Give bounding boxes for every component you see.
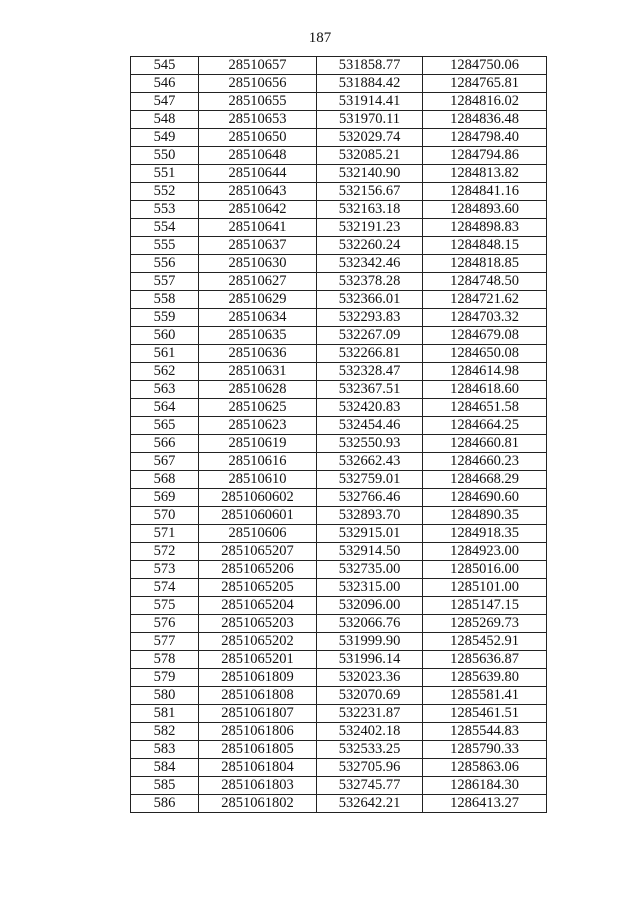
y-coordinate-cell: 1284750.06 (423, 57, 547, 75)
row-number-cell: 557 (131, 273, 199, 291)
row-number-cell: 585 (131, 777, 199, 795)
x-coordinate-cell: 532085.21 (317, 147, 423, 165)
row-number-cell: 568 (131, 471, 199, 489)
point-id-cell: 2851061807 (199, 705, 317, 723)
row-number-cell: 564 (131, 399, 199, 417)
point-id-cell: 2851065201 (199, 651, 317, 669)
x-coordinate-cell: 531999.90 (317, 633, 423, 651)
x-coordinate-cell: 532066.76 (317, 615, 423, 633)
table-row (131, 291, 547, 309)
table-row (131, 633, 547, 651)
x-coordinate-cell: 532642.21 (317, 795, 423, 813)
x-coordinate-cell: 531970.11 (317, 111, 423, 129)
row-number-cell: 546 (131, 75, 199, 93)
row-number-cell: 563 (131, 381, 199, 399)
row-number-cell: 582 (131, 723, 199, 741)
row-number-cell: 559 (131, 309, 199, 327)
point-id-cell: 2851065202 (199, 633, 317, 651)
point-id-cell: 28510648 (199, 147, 317, 165)
table-row (131, 507, 547, 525)
point-id-cell: 2851061805 (199, 741, 317, 759)
point-id-cell: 28510610 (199, 471, 317, 489)
table-row (131, 327, 547, 345)
y-coordinate-cell: 1285639.80 (423, 669, 547, 687)
point-id-cell: 28510630 (199, 255, 317, 273)
y-coordinate-cell: 1284893.60 (423, 201, 547, 219)
table-row (131, 345, 547, 363)
y-coordinate-cell: 1284794.86 (423, 147, 547, 165)
x-coordinate-cell: 532315.00 (317, 579, 423, 597)
row-number-cell: 569 (131, 489, 199, 507)
row-number-cell: 576 (131, 615, 199, 633)
x-coordinate-cell: 532766.46 (317, 489, 423, 507)
row-number-cell: 571 (131, 525, 199, 543)
row-number-cell: 558 (131, 291, 199, 309)
point-id-cell: 2851061808 (199, 687, 317, 705)
table-row (131, 651, 547, 669)
table-row (131, 687, 547, 705)
row-number-cell: 553 (131, 201, 199, 219)
row-number-cell: 560 (131, 327, 199, 345)
x-coordinate-cell: 532420.83 (317, 399, 423, 417)
y-coordinate-cell: 1284918.35 (423, 525, 547, 543)
row-number-cell: 555 (131, 237, 199, 255)
table-row (131, 435, 547, 453)
point-id-cell: 28510655 (199, 93, 317, 111)
row-number-cell: 580 (131, 687, 199, 705)
page-number: 187 (308, 30, 332, 46)
x-coordinate-cell: 531996.14 (317, 651, 423, 669)
x-coordinate-cell: 532745.77 (317, 777, 423, 795)
row-number-cell: 584 (131, 759, 199, 777)
y-coordinate-cell: 1284748.50 (423, 273, 547, 291)
y-coordinate-cell: 1284841.16 (423, 183, 547, 201)
table-row (131, 129, 547, 147)
table-row (131, 579, 547, 597)
table-row (131, 111, 547, 129)
y-coordinate-cell: 1284923.00 (423, 543, 547, 561)
x-coordinate-cell: 532070.69 (317, 687, 423, 705)
y-coordinate-cell: 1284650.08 (423, 345, 547, 363)
table-row (131, 471, 547, 489)
y-coordinate-cell: 1284818.85 (423, 255, 547, 273)
point-id-cell: 2851060601 (199, 507, 317, 525)
x-coordinate-cell: 532096.00 (317, 597, 423, 615)
row-number-cell: 581 (131, 705, 199, 723)
x-coordinate-cell: 532914.50 (317, 543, 423, 561)
table-row (131, 93, 547, 111)
y-coordinate-cell: 1285101.00 (423, 579, 547, 597)
x-coordinate-cell: 532191.23 (317, 219, 423, 237)
x-coordinate-cell: 532662.43 (317, 453, 423, 471)
y-coordinate-cell: 1284703.32 (423, 309, 547, 327)
x-coordinate-cell: 532267.09 (317, 327, 423, 345)
row-number-cell: 550 (131, 147, 199, 165)
point-id-cell: 28510642 (199, 201, 317, 219)
y-coordinate-cell: 1284614.98 (423, 363, 547, 381)
row-number-cell: 545 (131, 57, 199, 75)
y-coordinate-cell: 1285544.83 (423, 723, 547, 741)
x-coordinate-cell: 532915.01 (317, 525, 423, 543)
y-coordinate-cell: 1285269.73 (423, 615, 547, 633)
point-id-cell: 28510616 (199, 453, 317, 471)
y-coordinate-cell: 1284690.60 (423, 489, 547, 507)
table-row (131, 669, 547, 687)
table-row (131, 201, 547, 219)
point-id-cell: 2851061803 (199, 777, 317, 795)
row-number-cell: 566 (131, 435, 199, 453)
table-row (131, 75, 547, 93)
x-coordinate-cell: 532705.96 (317, 759, 423, 777)
table-row (131, 363, 547, 381)
point-id-cell: 28510628 (199, 381, 317, 399)
table-row (131, 183, 547, 201)
y-coordinate-cell: 1285636.87 (423, 651, 547, 669)
y-coordinate-cell: 1284660.81 (423, 435, 547, 453)
point-id-cell: 2851061806 (199, 723, 317, 741)
point-id-cell: 28510643 (199, 183, 317, 201)
table-row (131, 147, 547, 165)
x-coordinate-cell: 532293.83 (317, 309, 423, 327)
y-coordinate-cell: 1284660.23 (423, 453, 547, 471)
y-coordinate-cell: 1284721.62 (423, 291, 547, 309)
x-coordinate-cell: 532550.93 (317, 435, 423, 453)
x-coordinate-cell: 532378.28 (317, 273, 423, 291)
point-id-cell: 28510657 (199, 57, 317, 75)
table-row (131, 219, 547, 237)
point-id-cell: 28510635 (199, 327, 317, 345)
y-coordinate-cell: 1284618.60 (423, 381, 547, 399)
x-coordinate-cell: 532342.46 (317, 255, 423, 273)
y-coordinate-cell: 1285790.33 (423, 741, 547, 759)
y-coordinate-cell: 1285147.15 (423, 597, 547, 615)
y-coordinate-cell: 1284890.35 (423, 507, 547, 525)
y-coordinate-cell: 1284668.29 (423, 471, 547, 489)
y-coordinate-cell: 1284836.48 (423, 111, 547, 129)
point-id-cell: 28510627 (199, 273, 317, 291)
point-id-cell: 2851065204 (199, 597, 317, 615)
row-number-cell: 551 (131, 165, 199, 183)
x-coordinate-cell: 532328.47 (317, 363, 423, 381)
point-id-cell: 28510644 (199, 165, 317, 183)
table-row (131, 597, 547, 615)
x-coordinate-cell: 532231.87 (317, 705, 423, 723)
row-number-cell: 586 (131, 795, 199, 813)
row-number-cell: 572 (131, 543, 199, 561)
y-coordinate-cell: 1284664.25 (423, 417, 547, 435)
point-id-cell: 28510619 (199, 435, 317, 453)
x-coordinate-cell: 532759.01 (317, 471, 423, 489)
table-row (131, 399, 547, 417)
point-id-cell: 28510641 (199, 219, 317, 237)
row-number-cell: 552 (131, 183, 199, 201)
x-coordinate-cell: 532029.74 (317, 129, 423, 147)
point-id-cell: 28510653 (199, 111, 317, 129)
point-id-cell: 28510656 (199, 75, 317, 93)
x-coordinate-cell: 532454.46 (317, 417, 423, 435)
y-coordinate-cell: 1284679.08 (423, 327, 547, 345)
point-id-cell: 28510634 (199, 309, 317, 327)
point-id-cell: 2851060602 (199, 489, 317, 507)
x-coordinate-cell: 532156.67 (317, 183, 423, 201)
y-coordinate-cell: 1284816.02 (423, 93, 547, 111)
table-row (131, 543, 547, 561)
table-row (131, 453, 547, 471)
point-id-cell: 2851061804 (199, 759, 317, 777)
row-number-cell: 562 (131, 363, 199, 381)
y-coordinate-cell: 1284798.40 (423, 129, 547, 147)
x-coordinate-cell: 532402.18 (317, 723, 423, 741)
y-coordinate-cell: 1284848.15 (423, 237, 547, 255)
point-id-cell: 28510650 (199, 129, 317, 147)
y-coordinate-cell: 1286184.30 (423, 777, 547, 795)
table-row (131, 777, 547, 795)
row-number-cell: 567 (131, 453, 199, 471)
y-coordinate-cell: 1284898.83 (423, 219, 547, 237)
table-row (131, 273, 547, 291)
table-row (131, 705, 547, 723)
x-coordinate-cell: 532266.81 (317, 345, 423, 363)
row-number-cell: 549 (131, 129, 199, 147)
x-coordinate-cell: 532260.24 (317, 237, 423, 255)
x-coordinate-cell: 532366.01 (317, 291, 423, 309)
x-coordinate-cell: 532163.18 (317, 201, 423, 219)
point-id-cell: 28510631 (199, 363, 317, 381)
row-number-cell: 570 (131, 507, 199, 525)
y-coordinate-cell: 1284651.58 (423, 399, 547, 417)
x-coordinate-cell: 532533.25 (317, 741, 423, 759)
x-coordinate-cell: 532140.90 (317, 165, 423, 183)
x-coordinate-cell: 532023.36 (317, 669, 423, 687)
x-coordinate-cell: 532893.70 (317, 507, 423, 525)
point-id-cell: 28510606 (199, 525, 317, 543)
coordinates-table (130, 56, 547, 813)
row-number-cell: 574 (131, 579, 199, 597)
row-number-cell: 578 (131, 651, 199, 669)
table-row (131, 795, 547, 813)
row-number-cell: 575 (131, 597, 199, 615)
row-number-cell: 561 (131, 345, 199, 363)
point-id-cell: 28510629 (199, 291, 317, 309)
point-id-cell: 28510636 (199, 345, 317, 363)
table-row (131, 255, 547, 273)
point-id-cell: 28510637 (199, 237, 317, 255)
point-id-cell: 2851065205 (199, 579, 317, 597)
table-row (131, 381, 547, 399)
x-coordinate-cell: 531858.77 (317, 57, 423, 75)
row-number-cell: 577 (131, 633, 199, 651)
table-row (131, 309, 547, 327)
table-row (131, 561, 547, 579)
x-coordinate-cell: 531884.42 (317, 75, 423, 93)
y-coordinate-cell: 1285452.91 (423, 633, 547, 651)
row-number-cell: 579 (131, 669, 199, 687)
table-row (131, 759, 547, 777)
point-id-cell: 28510625 (199, 399, 317, 417)
point-id-cell: 2851065203 (199, 615, 317, 633)
point-id-cell: 2851061809 (199, 669, 317, 687)
row-number-cell: 556 (131, 255, 199, 273)
x-coordinate-cell: 531914.41 (317, 93, 423, 111)
y-coordinate-cell: 1285581.41 (423, 687, 547, 705)
row-number-cell: 547 (131, 93, 199, 111)
table-row (131, 57, 547, 75)
y-coordinate-cell: 1285461.51 (423, 705, 547, 723)
y-coordinate-cell: 1284813.82 (423, 165, 547, 183)
row-number-cell: 565 (131, 417, 199, 435)
table-row (131, 723, 547, 741)
coordinates-table-body (131, 57, 547, 813)
point-id-cell: 2851061802 (199, 795, 317, 813)
table-row (131, 615, 547, 633)
x-coordinate-cell: 532367.51 (317, 381, 423, 399)
row-number-cell: 548 (131, 111, 199, 129)
table-row (131, 525, 547, 543)
y-coordinate-cell: 1285863.06 (423, 759, 547, 777)
row-number-cell: 583 (131, 741, 199, 759)
row-number-cell: 573 (131, 561, 199, 579)
row-number-cell: 554 (131, 219, 199, 237)
table-row (131, 489, 547, 507)
table-row (131, 165, 547, 183)
table-row (131, 417, 547, 435)
point-id-cell: 2851065206 (199, 561, 317, 579)
y-coordinate-cell: 1285016.00 (423, 561, 547, 579)
table-row (131, 237, 547, 255)
point-id-cell: 28510623 (199, 417, 317, 435)
x-coordinate-cell: 532735.00 (317, 561, 423, 579)
y-coordinate-cell: 1286413.27 (423, 795, 547, 813)
y-coordinate-cell: 1284765.81 (423, 75, 547, 93)
table-row (131, 741, 547, 759)
point-id-cell: 2851065207 (199, 543, 317, 561)
